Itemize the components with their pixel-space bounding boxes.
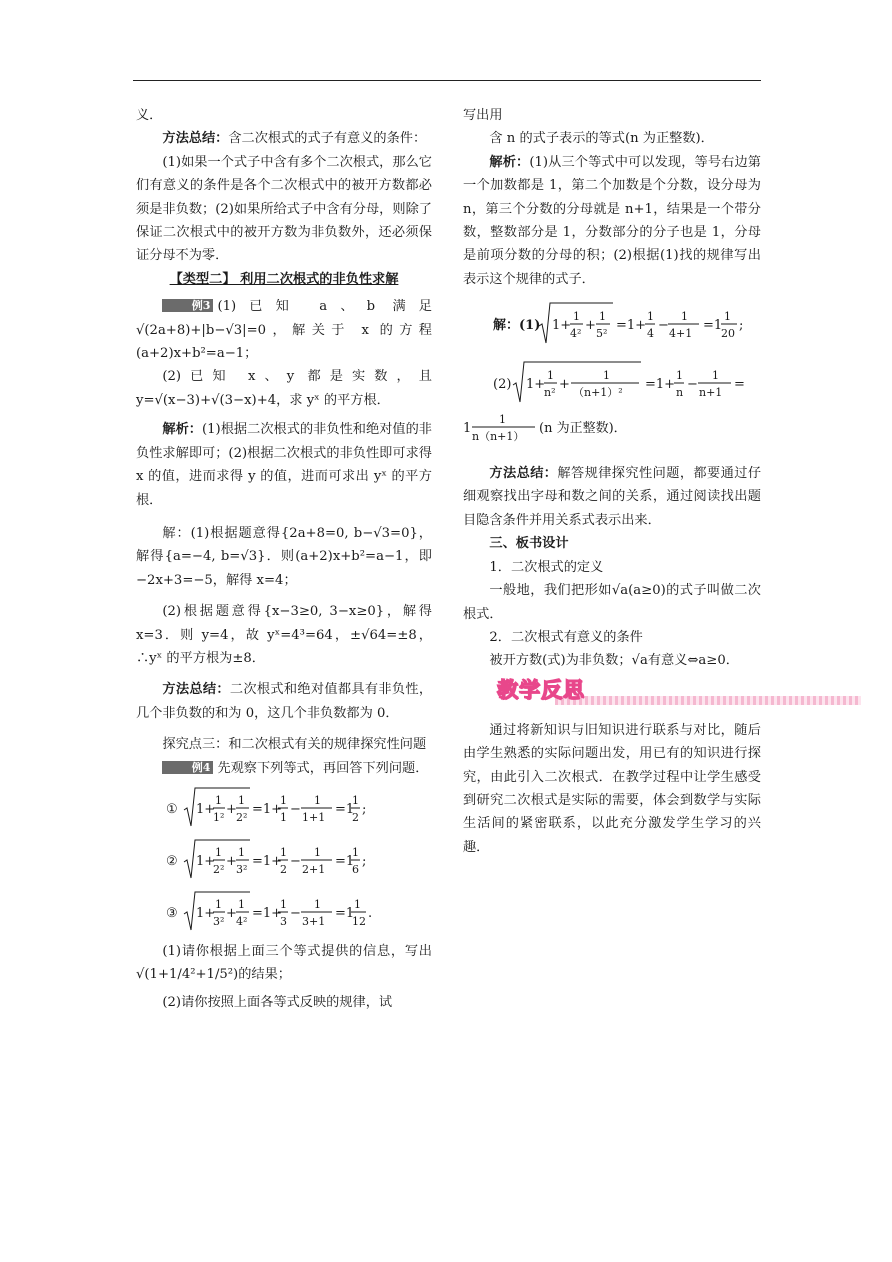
svg-text:;: ;: [362, 853, 367, 869]
svg-text:1: 1: [547, 368, 554, 382]
svg-text:1: 1: [676, 368, 683, 382]
svg-text:1: 1: [724, 310, 731, 324]
svg-text:4²: 4²: [236, 914, 248, 928]
method-summary-2: 方法总结：二次根式和绝对值都具有非负性，几个非负数的和为 0，这几个非负数都为 0．: [136, 682, 433, 721]
svg-text:−: −: [290, 801, 301, 817]
svg-text:1: 1: [599, 310, 606, 324]
example-badge: 例3: [162, 299, 213, 312]
svg-text:+: +: [226, 853, 237, 869]
svg-text:2: 2: [280, 862, 287, 876]
svg-text:1: 1: [280, 845, 287, 859]
svg-text:−: −: [290, 905, 301, 921]
svg-text:4²: 4²: [570, 327, 582, 341]
svg-text:（n+1）²: （n+1）²: [573, 385, 623, 399]
svg-text:③: ③: [166, 905, 178, 921]
svg-text:−: −: [290, 853, 301, 869]
svg-text:3²: 3²: [213, 914, 225, 928]
solution-4-eq1: [463, 299, 761, 349]
svg-text:n: n: [676, 385, 684, 399]
svg-text:1: 1: [238, 897, 245, 911]
board-item-1: 1．二次根式的定义: [489, 559, 604, 575]
svg-text:n²: n²: [544, 385, 556, 399]
svg-text:2+1: 2+1: [302, 862, 326, 876]
svg-text:1²: 1²: [213, 810, 225, 824]
svg-text:1: 1: [647, 310, 654, 324]
svg-text:=: =: [734, 376, 745, 392]
svg-text:+: +: [585, 318, 596, 334]
svg-text:2²: 2²: [236, 810, 248, 824]
svg-text:3: 3: [280, 914, 287, 928]
svg-text:=1: =1: [703, 318, 723, 334]
solution-3-part2: (2)根据题意得{x−3≥0, 3−x≥0}，解得 x=3．则 y=4，故 yˣ=4³=64，±√64=±8，∴yˣ 的平方根为±8．: [136, 604, 432, 666]
svg-text:1: 1: [354, 897, 361, 911]
svg-text:(2): (2): [493, 376, 512, 392]
method-summary-1: 方法总结：含二次根式的式子有意义的条件：: [162, 131, 427, 147]
svg-text:1+: 1+: [196, 853, 216, 869]
svg-text:1: 1: [352, 793, 359, 807]
left-column: [136, 104, 432, 1014]
solution-4-part1: [463, 299, 761, 357]
svg-text:1: 1: [314, 897, 321, 911]
question-2: (2)请你按照上面各等式反映的规律，试: [162, 994, 393, 1010]
method-summary-1-body: (1)如果一个式子中含有多个二次根式，那么它们有意义的条件是各个二次根式中的被开方数都必须是非负数；(2)如果所给式子中含有分母，则除了保证二次根式中的被开方数为非负数外，还必须保证分母不为零．: [136, 154, 432, 264]
solution-4-eq2: [463, 358, 761, 450]
svg-text:;: ;: [362, 801, 367, 817]
svg-text:=1: =1: [335, 801, 355, 817]
svg-text:−: −: [658, 318, 669, 334]
svg-text:1: 1: [215, 845, 222, 859]
example-3: 例3 (1)已知 a、b 满足√(2a+8)+|b−√3|=0，解关于 x 的方程(a+2)x+b²=a−1；: [136, 299, 432, 362]
svg-text:1: 1: [463, 420, 472, 436]
analysis-3: 解析：(1)根据二次根式的非负性和绝对值的非负性求解即可；(2)根据二次根式的非负性即可求得 x 的值，进而求得 y 的值，进而可求出 yˣ 的平方根．: [136, 422, 432, 508]
text-line: 写出用: [463, 108, 503, 123]
method-summary-3: 方法总结：解答规律探究性问题，都要通过仔细观察找出字母和数之间的关系，通过阅读找出题目隐含条件并用关系式表示出来．: [463, 466, 762, 528]
text-line: 含 n 的式子表示的等式(n 为正整数)．: [489, 131, 714, 147]
svg-text:20: 20: [721, 327, 735, 341]
solution-4-part2: [463, 358, 761, 458]
svg-text:1: 1: [280, 810, 287, 824]
svg-text:3²: 3²: [236, 862, 248, 876]
svg-text:;: ;: [739, 318, 744, 334]
svg-text:1: 1: [280, 897, 287, 911]
svg-text:1: 1: [314, 845, 321, 859]
svg-text:1: 1: [314, 793, 321, 807]
svg-text:5²: 5²: [596, 327, 608, 341]
banner-title: 教学反思: [497, 677, 585, 702]
svg-text:1+: 1+: [196, 801, 216, 817]
solution-3-part1: 解：(1)根据题意得{2a+8=0, b−√3=0}，解得{a=−4, b=√3}．则(a+2)x+b²=a−1，即−2x+3=−5，解得 x=4；: [136, 525, 432, 588]
svg-text:=1+: =1+: [252, 801, 283, 817]
svg-text:1: 1: [499, 412, 506, 426]
text-line: 义．: [136, 108, 163, 123]
svg-text:.: .: [368, 905, 373, 921]
svg-text:1: 1: [352, 845, 359, 859]
equation-2: [166, 836, 406, 884]
svg-text:1: 1: [681, 310, 688, 324]
equation-3: [166, 888, 406, 936]
svg-text:1+: 1+: [196, 905, 216, 921]
svg-text:②: ②: [166, 853, 178, 869]
svg-text:n（n+1）: n（n+1）: [472, 429, 525, 443]
svg-text:1+1: 1+1: [302, 810, 326, 824]
svg-text:=1+: =1+: [616, 318, 647, 334]
teaching-reflection-banner: [463, 679, 761, 713]
right-column: [463, 104, 761, 859]
analysis-4: 解析：(1)从三个等式中可以发现，等号右边第一个加数都是 1，第二个加数是个分数，设分母为 n，第三个分数的分母就是 n+1，结果是一个带分数，整数部分是 1，分数部分的分子也是 1，分母是前项分数的分母的积；(2)根据(1)找的规律写出表示这个规律的式子．: [463, 154, 761, 287]
svg-text:1: 1: [573, 310, 580, 324]
svg-text:1: 1: [238, 793, 245, 807]
type-two-heading: 【类型二】 利用二次根式的非负性求解: [169, 271, 399, 287]
svg-text:+: +: [226, 905, 237, 921]
svg-text:−: −: [687, 376, 698, 392]
example-3-part2: (2)已知 x、y 都是实数，且 y=√(x−3)+√(3−x)+4，求 yˣ 的平方根．: [136, 369, 432, 408]
svg-text:1: 1: [712, 368, 719, 382]
svg-text:n+1: n+1: [699, 385, 723, 399]
svg-text:1: 1: [215, 897, 222, 911]
banner-dotted-bar: [555, 696, 861, 705]
header-rule: [133, 80, 761, 81]
svg-text:=1+: =1+: [645, 376, 676, 392]
svg-text:解：(1): 解：(1): [493, 318, 541, 334]
svg-text:+: +: [226, 801, 237, 817]
board-design-heading: 三、板书设计: [489, 536, 569, 552]
board-item-2: 2．二次根式有意义的条件: [489, 629, 643, 645]
svg-text:4+1: 4+1: [669, 327, 693, 341]
example-badge: 例4: [162, 761, 213, 774]
svg-text:=1+: =1+: [252, 905, 283, 921]
reflection-text: 通过将新知识与旧知识进行联系与对比，随后由学生熟悉的实际问题出发，用已有的知识进行探究，由此引入二次根式．在教学过程中让学生感受到研究二次根式是实际的需要，体会到数学与实际生活间的紧密联系，以此充分激发学生学习的兴趣．: [463, 722, 761, 855]
svg-text:(n 为正整数)．: (n 为正整数)．: [539, 420, 627, 436]
board-item-2-text: 被开方数(式)为非负数；√a有意义⇔a≥0．: [489, 653, 739, 669]
board-item-1-text: 一般地，我们把形如√a(a≥0)的式子叫做二次根式．: [463, 583, 761, 622]
question-1: (1)请你根据上面三个等式提供的信息，写出√(1+1/4²+1/5²)的结果；: [136, 943, 432, 983]
svg-text:①: ①: [166, 801, 178, 817]
svg-text:12: 12: [352, 914, 366, 928]
equation-1: [166, 784, 406, 832]
svg-text:3+1: 3+1: [302, 914, 326, 928]
svg-text:2²: 2²: [213, 862, 225, 876]
svg-text:2: 2: [352, 810, 359, 824]
svg-text:=1: =1: [335, 905, 355, 921]
svg-text:=1: =1: [335, 853, 355, 869]
svg-text:+: +: [559, 376, 570, 392]
svg-text:6: 6: [352, 862, 359, 876]
svg-text:4: 4: [647, 327, 654, 341]
svg-text:1: 1: [238, 845, 245, 859]
svg-text:=1+: =1+: [252, 853, 283, 869]
svg-text:1+: 1+: [526, 376, 546, 392]
svg-text:1: 1: [280, 793, 287, 807]
svg-text:1: 1: [603, 368, 610, 382]
svg-text:1+: 1+: [552, 318, 572, 334]
explore-point-3: 探究点三：和二次根式有关的规律探究性问题: [162, 737, 427, 753]
svg-text:1: 1: [215, 793, 222, 807]
example-4: 例4 先观察下列等式，再回答下列问题．: [136, 757, 432, 780]
